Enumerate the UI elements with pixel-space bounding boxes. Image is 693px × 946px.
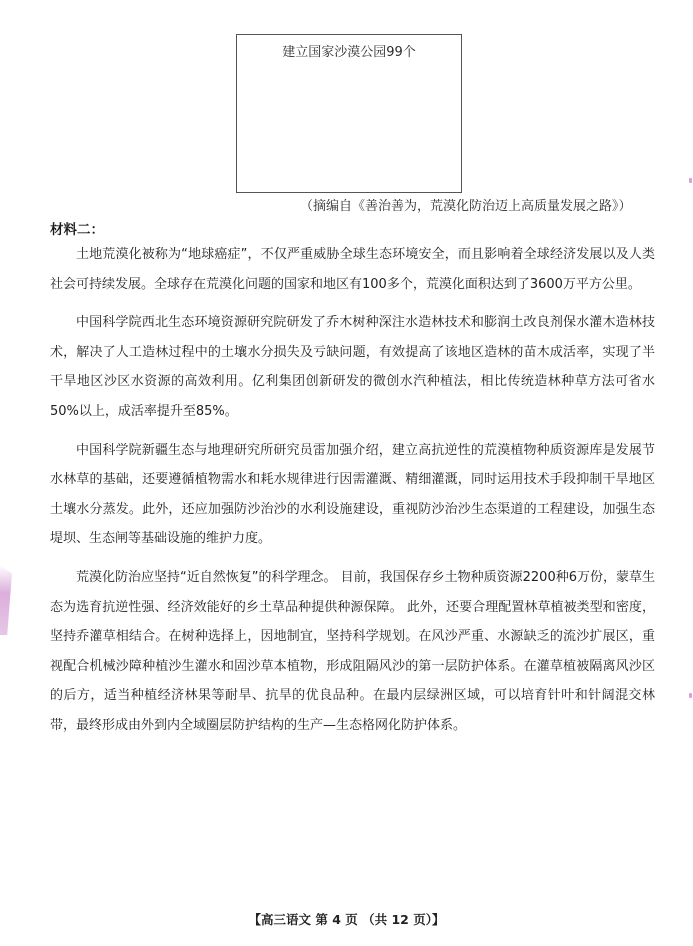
page-footer: 【高三语文 第 4 页 （共 12 页）】: [248, 912, 445, 927]
paragraph-4: 荒漠化防治应坚持“近自然恢复”的科学理念。 目前，我国保存乡土物种质资源2200种6万份，蒙草生态为选育抗逆性强、经济效能好的乡土草品种提供种源保障。 此外，还要合理配置林草植被类型和密度，坚持乔灌草相结合。在树种选择上，因地制宜，坚持科学规划。在风沙严重、水源缺乏的流沙扩展区，重视配合机械沙障种植沙生灌水和固沙草本植物，形成阻隔风沙的第一层防护体系。在灌草植被隔离风沙区的后方，适当种植经济林果等耐旱、抗旱的优良品种。在最内层绿洲区域，可以培育针叶和针阔混交林带，最终形成由外到内全域圈层防护结构的生产—生态格网化防护体系。: [50, 569, 655, 733]
scan-artifact-dot: [689, 693, 692, 698]
paragraph-1: 土地荒漠化被称为“地球癌症”，不仅严重威胁全球生态环境安全，而且影响着全球经济发展以及人类社会可持续发展。全球存在荒漠化问题的国家和地区有100多个，荒漠化面积达到了3600万平方公里。: [50, 247, 655, 292]
section-heading: 材料二：: [50, 222, 104, 238]
scan-artifact-mark: [0, 565, 12, 635]
paragraph-2: 中国科学院西北生态环境资源研究院研发了乔木树种深注水造林技术和膨润土改良剂保水灌木造林技术，解决了人工造林过程中的土壤水分损失及亏缺问题，有效提高了该地区造林的苗木成活率，实现了半干旱地区沙区水资源的高效利用。亿利集团创新研发的微创水汽种植法，相比传统造林种草方法可省水50%以上，成活率提升至85%。: [50, 315, 655, 419]
paragraph-3: 中国科学院新疆生态与地理研究所研究员雷加强介绍，建立高抗逆性的荒漠植物种质资源库是发展节水林草的基础，还要遵循植物需水和耗水规律进行因需灌溉、精细灌溉，同时运用技术手段抑制干旱地区土壤水分蒸发。此外，还应加强防沙治沙的水利设施建设，重视防沙治沙生态渠道的工程建设，加强生态堤坝、生态闸等基础设施的维护力度。: [50, 442, 655, 547]
figure-source: （摘编自《善治善为，荒漠化防治迈上高质量发展之路》）: [300, 199, 632, 214]
figure-box: [236, 34, 462, 193]
scan-artifact-dot: [689, 178, 692, 183]
figure-caption: 建立国家沙漠公园99个: [282, 45, 416, 60]
body-text: [50, 240, 655, 750]
